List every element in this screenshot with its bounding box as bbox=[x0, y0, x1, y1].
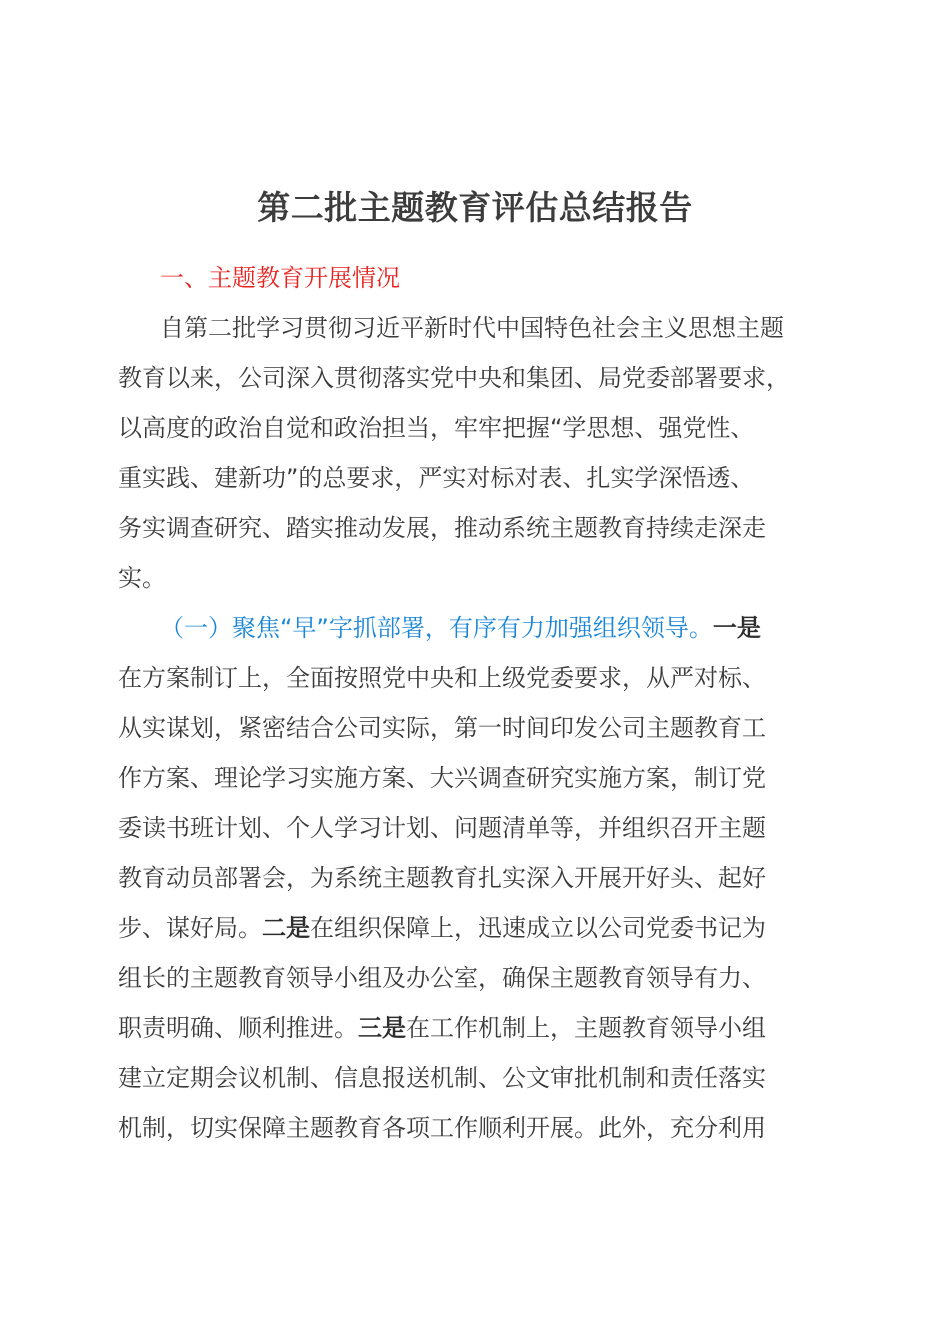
paragraph-line: 务实调查研究、踏实推动发展，推动系统主题教育持续走深走 bbox=[118, 514, 766, 542]
text-run: 职责明确、顺利推进。 bbox=[118, 1014, 358, 1042]
paragraph-line: 教育以来，公司深入贯彻落实党中央和集团、局党委部署要求， bbox=[118, 364, 790, 392]
text-run: 在组织保障上，迅速成立以公司党委书记为 bbox=[310, 914, 766, 942]
section-heading: 一、主题教育开展情况 bbox=[160, 264, 400, 292]
paragraph-line: 自第二批学习贯彻习近平新时代中国特色社会主义思想主题 bbox=[160, 314, 784, 342]
text-run: 步、谋好局。 bbox=[118, 914, 262, 942]
paragraph-line: 在方案制订上，全面按照党中央和上级党委要求，从严对标、 bbox=[118, 664, 766, 692]
bold-lead: 一是 bbox=[712, 614, 761, 642]
paragraph-line: 教育动员部署会，为系统主题教育扎实深入开展开好头、起好 bbox=[118, 864, 766, 892]
paragraph-line bbox=[118, 903, 766, 953]
subsection-heading: （一）聚焦“早”字抓部署，有序有力加强组织领导。 bbox=[160, 614, 713, 642]
paragraph-line: 实。 bbox=[118, 564, 166, 592]
paragraph-line: 从实谋划，紧密结合公司实际，第一时间印发公司主题教育工 bbox=[118, 714, 766, 742]
bold-lead: 二是 bbox=[262, 914, 310, 942]
paragraph-line: 作方案、理论学习实施方案、大兴调查研究实施方案，制订党 bbox=[118, 764, 766, 792]
text-run: 在工作机制上，主题教育领导小组 bbox=[406, 1014, 766, 1042]
paragraph-line: 委读书班计划、个人学习计划、问题清单等，并组织召开主题 bbox=[118, 814, 766, 842]
paragraph-line: 以高度的政治自觉和政治担当，牢牢把握“学思想、强党性、 bbox=[118, 414, 755, 442]
paragraph-line: 机制，切实保障主题教育各项工作顺利开展。此外，充分利用 bbox=[118, 1114, 766, 1142]
bold-lead: 三是 bbox=[358, 1014, 406, 1042]
paragraph-line: 组长的主题教育领导小组及办公室，确保主题教育领导有力、 bbox=[118, 964, 766, 992]
paragraph-line bbox=[118, 1003, 766, 1053]
paragraph-line: 重实践、建新功”的总要求，严实对标对表、扎实学深悟透、 bbox=[118, 464, 755, 492]
paragraph-line bbox=[160, 603, 761, 653]
paragraph-line: 建立定期会议机制、信息报送机制、公文审批机制和责任落实 bbox=[118, 1064, 766, 1092]
document-title: 第二批主题教育评估总结报告 bbox=[257, 188, 693, 227]
